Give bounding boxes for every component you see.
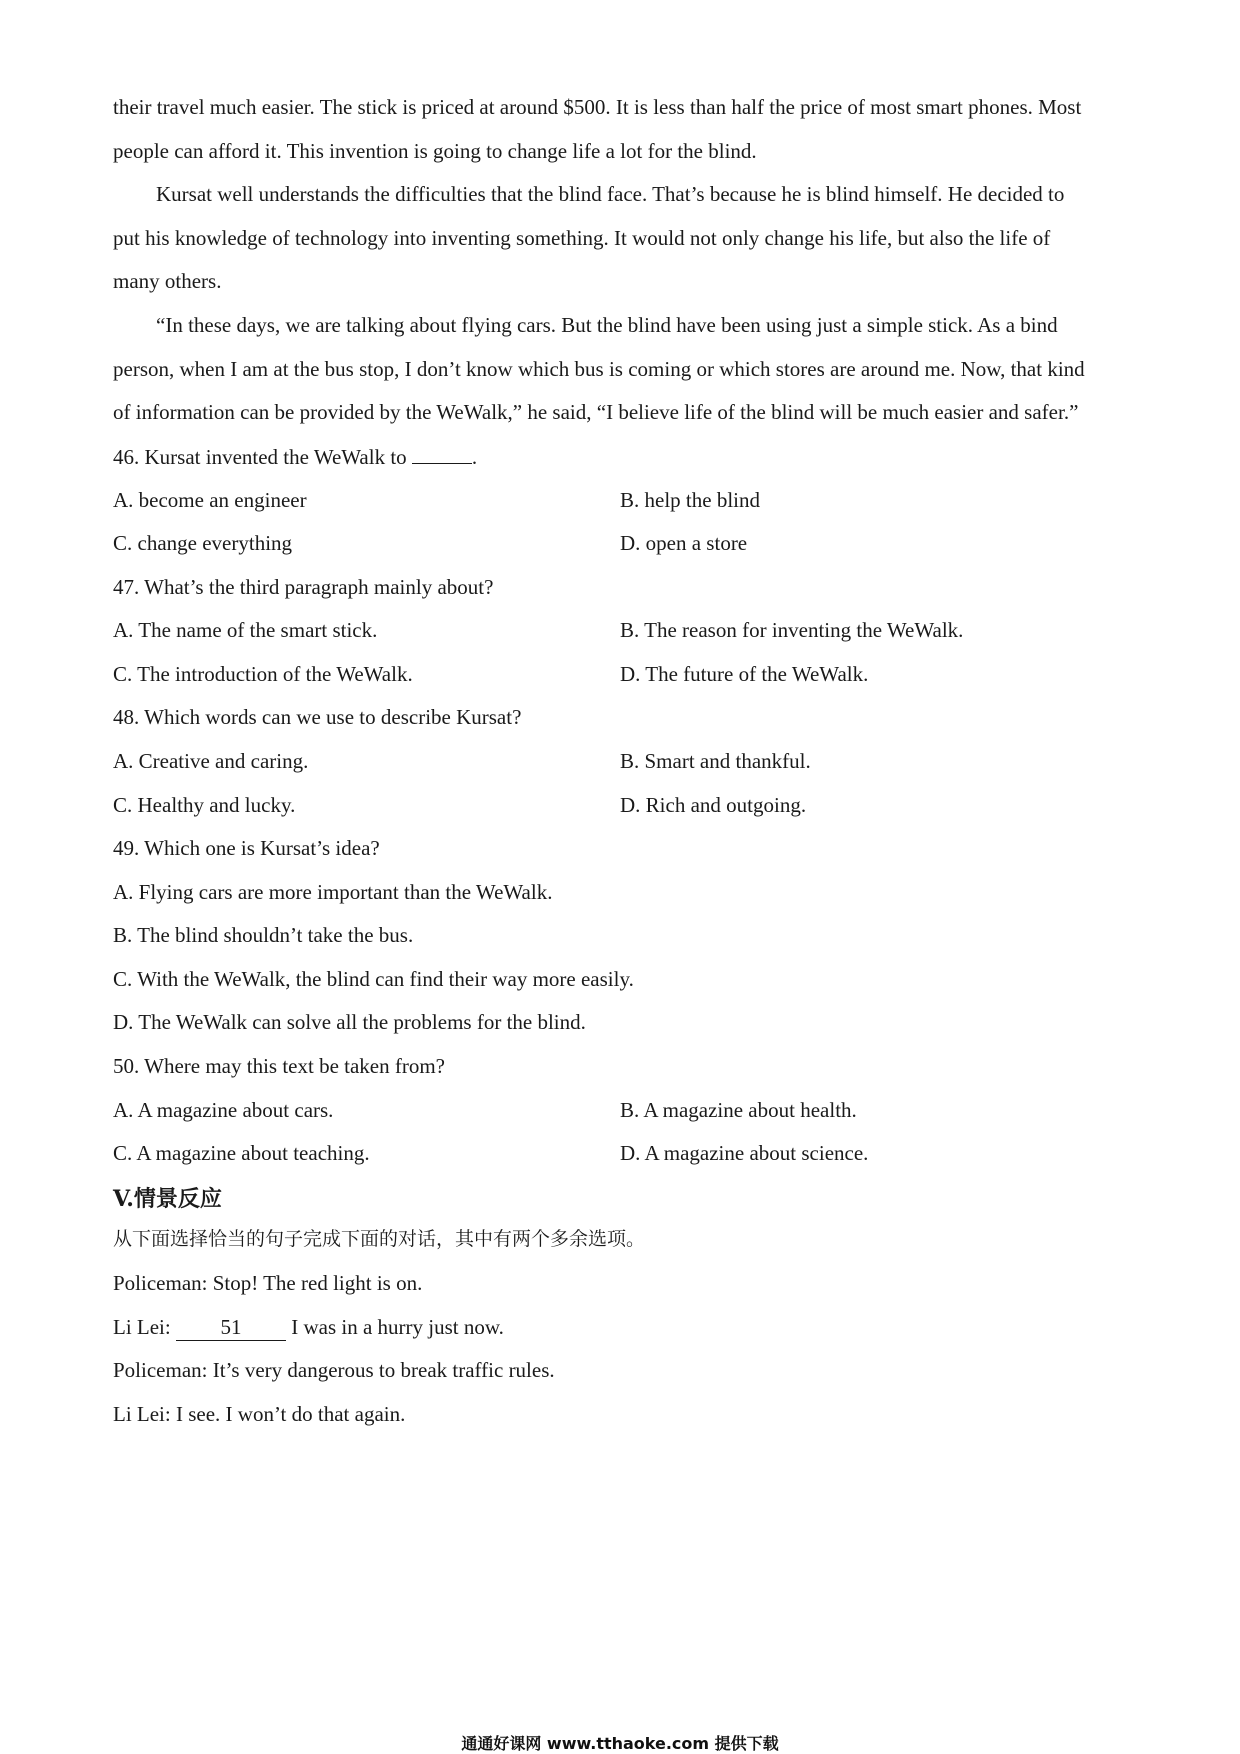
page-footer: 通通好课网 www.tthaoke.com 提供下载 bbox=[461, 1734, 779, 1753]
dialogue-line: Policeman: Stop! The red light is on. bbox=[113, 1271, 423, 1295]
option-c: C. The introduction of the WeWalk. bbox=[113, 662, 413, 686]
dialogue-line: Policeman: It’s very dangerous to break traffic rules. bbox=[113, 1358, 555, 1382]
option-c: C. Healthy and lucky. bbox=[113, 793, 296, 817]
option-a: A. A magazine about cars. bbox=[113, 1098, 334, 1122]
question-text: 46. Kursat invented the WeWalk to bbox=[113, 445, 407, 469]
dialogue-text: I was in a hurry just now. bbox=[291, 1315, 504, 1339]
option-b: B. help the blind bbox=[620, 488, 760, 512]
option-a: A. become an engineer bbox=[113, 488, 307, 512]
question-stem: 50. Where may this text be taken from? bbox=[113, 1054, 446, 1078]
passage-line: person, when I am at the bus stop, I don’t know which bus is coming or which stores are around me. Now, that kind bbox=[113, 357, 1085, 381]
option-b: B. The blind shouldn’t take the bus. bbox=[113, 923, 414, 947]
question-end: . bbox=[471, 445, 478, 469]
passage-line: put his knowledge of technology into inventing something. It would not only change his life, but also the life of bbox=[113, 226, 1051, 250]
option-d: D. Rich and outgoing. bbox=[620, 793, 807, 817]
option-c: C. change everything bbox=[113, 531, 293, 555]
option-b: B. A magazine about health. bbox=[620, 1098, 857, 1122]
section-heading: V.情景反应 bbox=[113, 1186, 222, 1212]
option-a: A. Creative and caring. bbox=[113, 749, 309, 773]
option-d: D. The future of the WeWalk. bbox=[620, 662, 869, 686]
passage-line: Kursat well understands the difficulties that the blind face. That’s because he is blind himself. He decided to bbox=[156, 182, 1065, 206]
passage-line: many others. bbox=[113, 269, 222, 293]
question-stem: 49. Which one is Kursat’s idea? bbox=[113, 836, 380, 860]
passage-line: their travel much easier. The stick is priced at around $500. It is less than half the price of most smart phones. Most bbox=[113, 95, 1082, 119]
option-c: C. A magazine about teaching. bbox=[113, 1141, 370, 1165]
option-d: D. A magazine about science. bbox=[620, 1141, 869, 1165]
option-a: A. Flying cars are more important than the WeWalk. bbox=[113, 880, 553, 904]
option-d: D. open a store bbox=[620, 531, 748, 555]
passage-line: of information can be provided by the WeWalk,” he said, “I believe life of the blind will be much easier and safer.” bbox=[113, 400, 1079, 424]
question-stem: 48. Which words can we use to describe Kursat? bbox=[113, 705, 522, 729]
dialogue-line: Li Lei: I see. I won’t do that again. bbox=[113, 1402, 406, 1426]
passage-line: “In these days, we are talking about flying cars. But the blind have been using just a simple stick. As a bind bbox=[156, 313, 1058, 337]
dialogue-speaker: Li Lei: bbox=[113, 1315, 171, 1339]
option-a: A. The name of the smart stick. bbox=[113, 618, 378, 642]
option-c: C. With the WeWalk, the blind can find their way more easily. bbox=[113, 967, 634, 991]
option-b: B. Smart and thankful. bbox=[620, 749, 811, 773]
answer-blank bbox=[412, 443, 472, 464]
answer-blank-51: 51 bbox=[176, 1314, 286, 1341]
option-d: D. The WeWalk can solve all the problems for the blind. bbox=[113, 1010, 586, 1034]
passage-line: people can afford it. This invention is going to change life a lot for the blind. bbox=[113, 139, 757, 163]
section-instruction: 从下面选择恰当的句子完成下面的对话，其中有两个多余选项。 bbox=[113, 1228, 646, 1250]
question-stem bbox=[113, 443, 477, 470]
option-b: B. The reason for inventing the WeWalk. bbox=[620, 618, 964, 642]
question-stem: 47. What’s the third paragraph mainly about? bbox=[113, 575, 494, 599]
dialogue-line bbox=[113, 1314, 504, 1341]
